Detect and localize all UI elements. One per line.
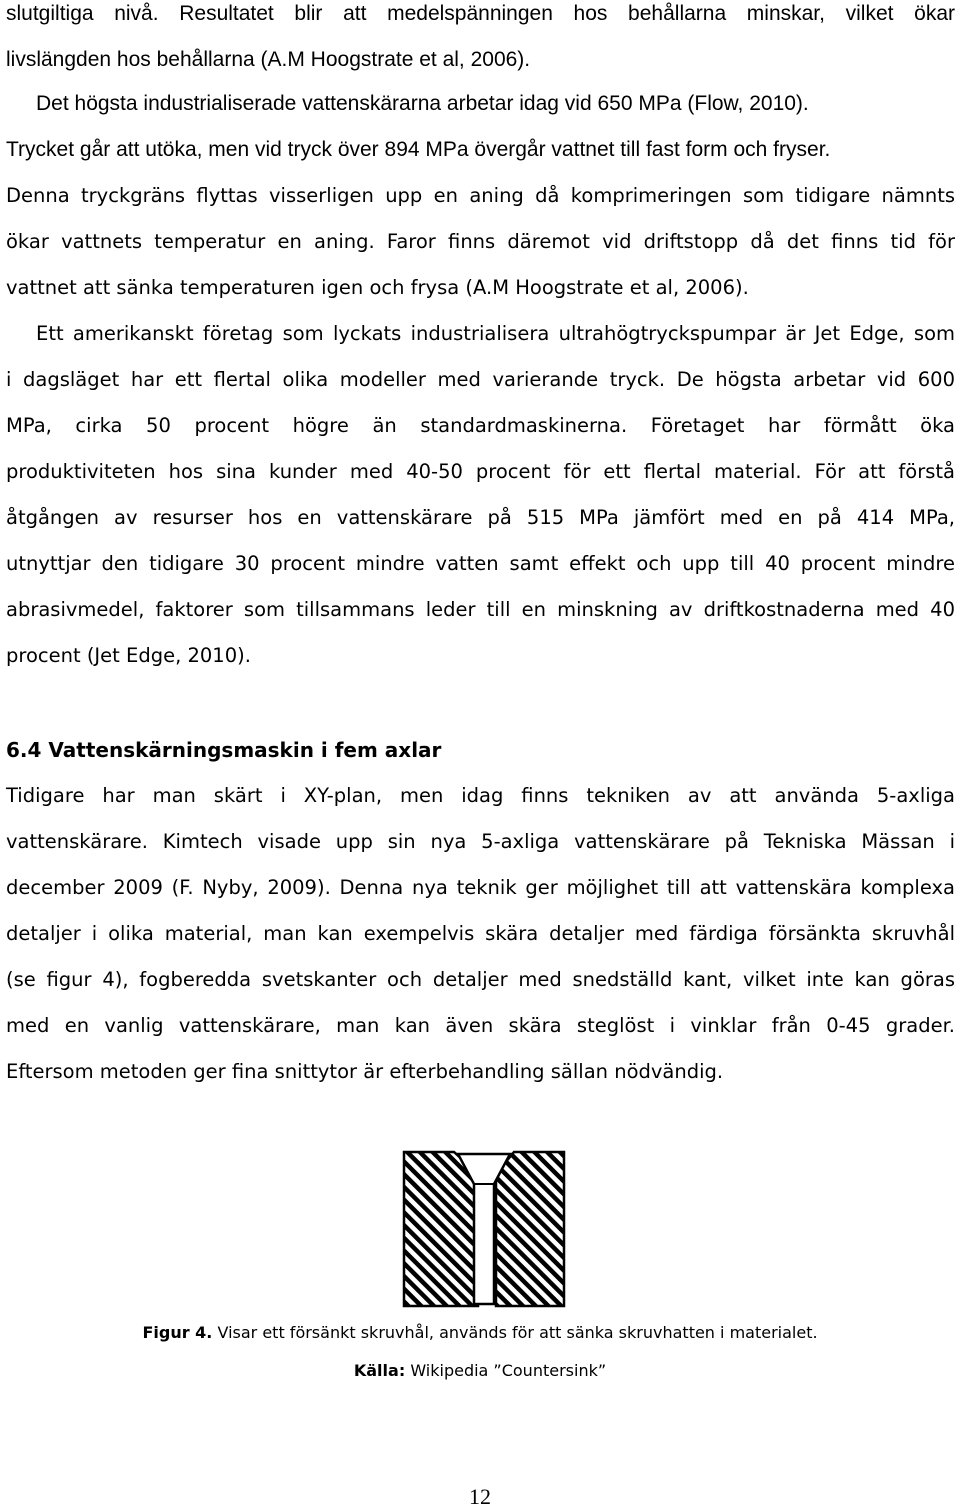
section-line-2: vattenskärare. Kimtech visade upp sin nya 5-axliga vattenskärare på Tekniska Mässan i	[6, 830, 955, 853]
section-line-6: med en vanlig vattenskärare, man kan även skära steglöst i vinklar från 0-45 grader.	[6, 1014, 955, 1037]
section-heading: 6.4 Vattenskärningsmaskin i fem axlar	[6, 738, 442, 762]
body-line-8: Ett amerikanskt företag som lyckats industrialisera ultrahögtryckspumpar är Jet Edge, som	[36, 322, 955, 345]
body-line-5: Denna tryckgräns flyttas visserligen upp en aning då komprimeringen som tidigare nämnts	[6, 184, 955, 207]
section-line-3: december 2009 (F. Nyby, 2009). Denna nya teknik ger möjlighet till att vattenskära komplexa	[6, 876, 955, 899]
body-line-12: åtgången av resurser hos en vattenskärare på 515 MPa jämfört med en på 414 MPa,	[6, 506, 955, 529]
body-line-13: utnyttjar den tidigare 30 procent mindre vatten samt effekt och upp till 40 procent mindre	[6, 552, 955, 575]
body-line-7: vattnet att sänka temperaturen igen och frysa (A.M Hoogstrate et al, 2006).	[6, 276, 749, 299]
countersunk-hole-icon	[402, 1150, 566, 1308]
body-line-9: i dagsläget har ett flertal olika modeller med varierande tryck. De högsta arbetar vid 600	[6, 368, 955, 391]
body-line-4: Trycket går att utöka, men vid tryck över 894 MPa övergår vattnet till fast form och fryser.	[6, 138, 831, 161]
body-line-10: MPa, cirka 50 procent högre än standardmaskinerna. Företaget har förmått öka	[6, 414, 955, 437]
figure-caption-label: Figur 4.	[142, 1323, 213, 1342]
section-line-7: Eftersom metoden ger fina snittytor är efterbehandling sällan nödvändig.	[6, 1060, 724, 1083]
body-line-2: livslängden hos behållarna (A.M Hoogstrate et al, 2006).	[6, 48, 531, 71]
body-line-14: abrasivmedel, faktorer som tillsammans leder till en minskning av driftkostnaderna med 40	[6, 598, 955, 621]
figure-caption	[0, 1322, 960, 1344]
page-number: 12	[469, 1484, 491, 1509]
figure-caption-text: Visar ett försänkt skruvhål, används för att sänka skruvhatten i materialet.	[217, 1323, 818, 1342]
figure-4	[402, 1150, 566, 1313]
body-line-1: slutgiltiga nivå. Resultatet blir att medelspänningen hos behållarna minskar, vilket ökar	[6, 2, 955, 25]
body-line-11: produktiviteten hos sina kunder med 40-50 procent för ett flertal material. För att förstå	[6, 460, 955, 483]
body-line-6: ökar vattnets temperatur en aning. Faror finns däremot vid driftstopp då det finns tid för	[6, 230, 955, 253]
section-line-1: Tidigare har man skärt i XY-plan, men idag finns tekniken av att använda 5-axliga	[6, 784, 955, 807]
figure-source	[0, 1360, 960, 1382]
figure-source-label: Källa:	[353, 1361, 406, 1380]
section-line-5: (se figur 4), fogberedda svetskanter och detaljer med snedställd kant, vilket inte kan göras	[6, 968, 955, 991]
section-line-4: detaljer i olika material, man kan exempelvis skära detaljer med färdiga försänkta skruvhål	[6, 922, 955, 945]
body-line-3: Det högsta industrialiserade vattenskärarna arbetar idag vid 650 MPa (Flow, 2010).	[36, 92, 809, 115]
figure-source-text: Wikipedia ”Countersink”	[410, 1361, 607, 1380]
body-line-15: procent (Jet Edge, 2010).	[6, 644, 251, 667]
